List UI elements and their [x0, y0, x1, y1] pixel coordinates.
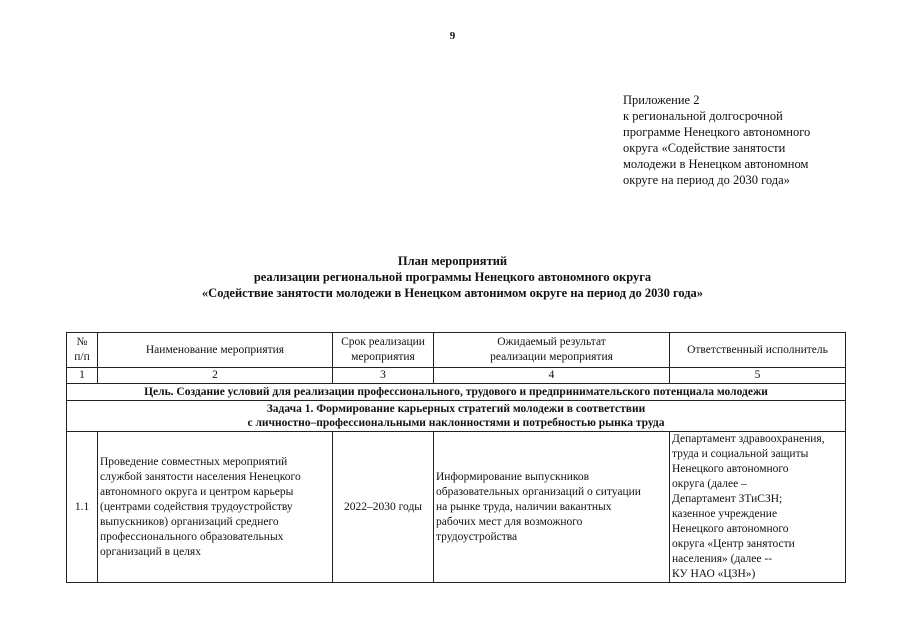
column-number: 2	[98, 368, 333, 384]
row-executor: Департамент здравоохранения, труда и социальной защиты Ненецкого автономного округа (далее – Департамент ЗТиСЗН; казенное учреждение Ненецкого автономного округа «Центр занятости населения» (далее -- КУ НАО «ЦЗН»)	[670, 432, 846, 583]
plan-title	[0, 253, 905, 301]
column-number: 5	[670, 368, 846, 384]
row-name: Проведение совместных мероприятий службой занятости населения Ненецкого автономного округа и центром карьеры (центрами содействия трудоустройству выпускников) организаций среднего профессионального образовательных организаций в целях	[98, 432, 333, 583]
row-result: Информирование выпускников образовательных организаций о ситуации на рынке труда, наличии вакантных рабочих мест для возможного трудоустройства	[434, 432, 670, 583]
header-result: Ожидаемый результат реализации мероприятия	[434, 333, 670, 368]
row-number: 1.1	[67, 432, 98, 583]
column-number: 3	[333, 368, 434, 384]
header-term: Срок реализации мероприятия	[333, 333, 434, 368]
column-number-row	[67, 368, 846, 384]
header-num: № п/п	[67, 333, 98, 368]
task-line: Задача 1. Формирование карьерных стратегий молодежи в соответствии	[266, 403, 646, 415]
row-term: 2022–2030 годы	[333, 432, 434, 583]
plan-title-line: реализации региональной программы Ненецкого автономного округа	[253, 270, 652, 284]
header-executor: Ответственный исполнитель	[670, 333, 846, 368]
appendix-line: округа «Содействие занятости	[623, 141, 786, 155]
goal-row	[67, 384, 846, 401]
header-name: Наименование мероприятия	[98, 333, 333, 368]
appendix-line: Приложение 2	[623, 93, 700, 107]
column-number: 4	[434, 368, 670, 384]
goal-text: Цель. Создание условий для реализации профессионального, трудового и предпринимательского потенциала молодежи	[67, 384, 846, 401]
appendix-line: молодежи в Ненецком автономном	[623, 157, 809, 171]
appendix-line: программе Ненецкого автономного	[623, 125, 811, 139]
plan-title-line: «Содействие занятости молодежи в Ненецком автонимом округе на период до 2030 года»	[201, 286, 704, 300]
activities-table	[66, 332, 846, 583]
plan-title-line: План мероприятий	[397, 254, 508, 268]
task-line: с личностно–профессиональными наклонностями и потребностью рынка труда	[247, 417, 665, 429]
appendix-block	[623, 92, 863, 188]
task-row	[67, 401, 846, 432]
table-row	[67, 432, 846, 583]
task-text	[67, 401, 846, 432]
column-number: 1	[67, 368, 98, 384]
table-header-row	[67, 333, 846, 368]
appendix-line: округе на период до 2030 года»	[623, 173, 790, 187]
appendix-line: к региональной долгосрочной	[623, 109, 783, 123]
page-number: 9	[449, 30, 456, 42]
